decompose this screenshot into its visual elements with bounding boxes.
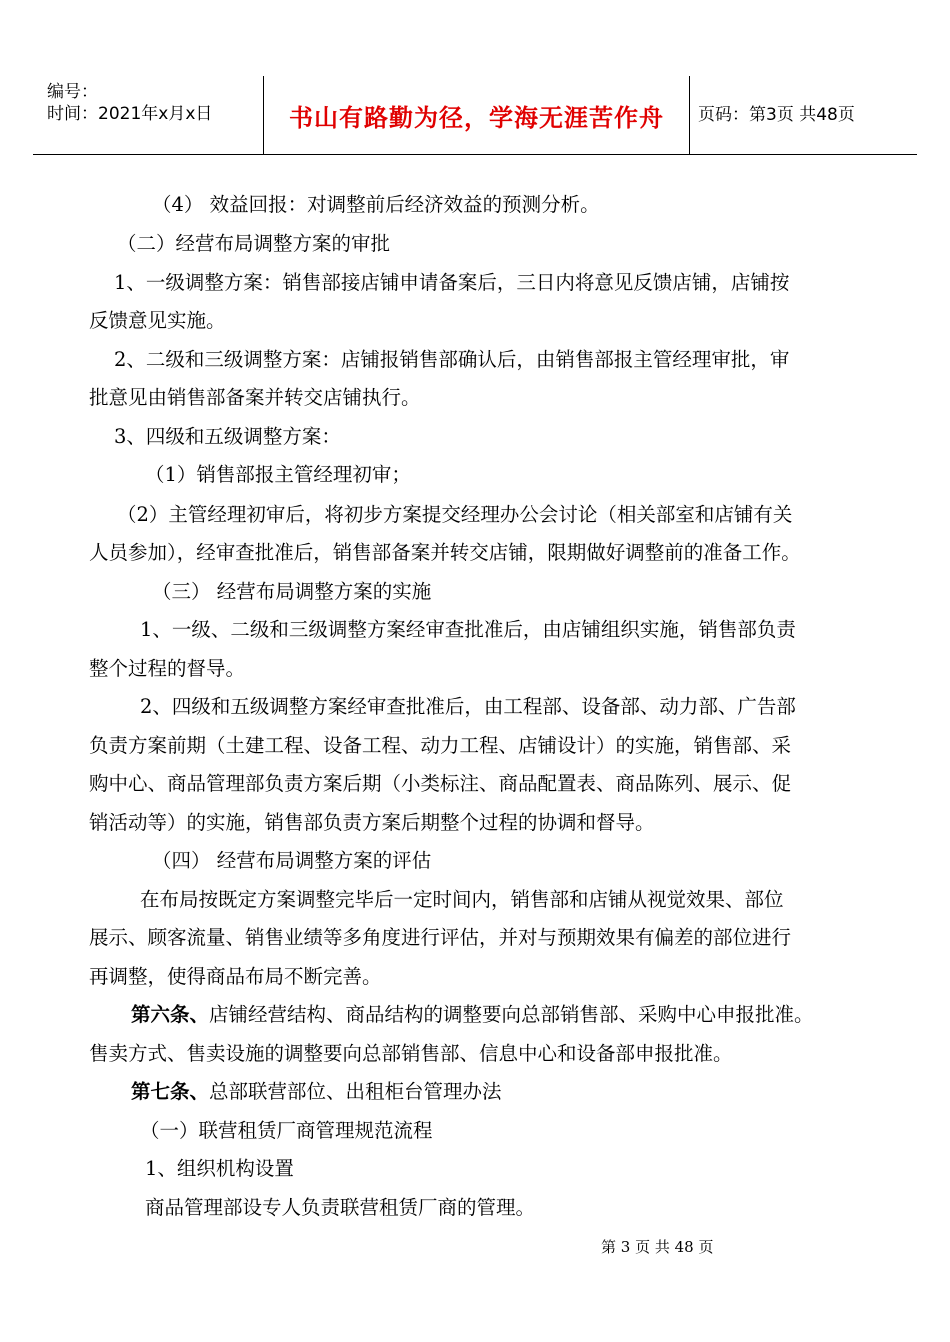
body-line: 1、一级调整方案：销售部接店铺申请备案后，三日内将意见反馈店铺，店铺按 [114, 271, 790, 294]
body-line: 反馈意见实施。 [89, 309, 226, 332]
header-motto-cell [264, 76, 690, 154]
body-line: 批意见由销售部备案并转交店铺执行。 [89, 386, 421, 409]
header-page-info: 页码：第3页 共48页 [698, 105, 855, 125]
article-line: 第六条、店铺经营结构、商品结构的调整要向总部销售部、采购中心申报批准。 [131, 1003, 814, 1026]
section-heading: （二）经营布局调整方案的审批 [117, 232, 391, 255]
body-line: 1、组织机构设置 [145, 1157, 294, 1180]
body-line: （4） 效益回报：对调整前后经济效益的预测分析。 [152, 193, 600, 216]
document-number-label: 编号： [47, 82, 98, 102]
body-line: 负责方案前期（土建工程、设备工程、动力工程、店铺设计）的实施，销售部、采 [89, 734, 792, 757]
body-line: 人员参加），经审查批准后，销售部备案并转交店铺，限期做好调整前的准备工作。 [89, 541, 801, 564]
article-label: 第七条、 [131, 1080, 210, 1103]
body-line: 在布局按既定方案调整完毕后一定时间内，销售部和店铺从视觉效果、部位 [140, 888, 784, 911]
body-line: 商品管理部设专人负责联营租赁厂商的管理。 [145, 1196, 536, 1219]
body-line: 2、四级和五级调整方案经审查批准后，由工程部、设备部、动力部、广告部 [140, 695, 796, 718]
article-line: 第七条、总部联营部位、出租柜台管理办法 [131, 1080, 502, 1103]
document-time-label: 时间：2021年x月x日 [47, 104, 213, 124]
header-motto: 书山有路勤为径，学海无涯苦作舟 [289, 103, 664, 132]
header-page-cell [690, 76, 925, 154]
page-header [33, 76, 917, 155]
article-label: 第六条、 [131, 1003, 210, 1026]
body-line: 2、二级和三级调整方案：店铺报销售部确认后，由销售部报主管经理审批，审 [114, 348, 790, 371]
body-line: 购中心、商品管理部负责方案后期（小类标注、商品配置表、商品陈列、展示、促 [89, 772, 792, 795]
body-line: 再调整，使得商品布局不断完善。 [89, 965, 382, 988]
section-heading: （四） 经营布局调整方案的评估 [152, 849, 432, 872]
body-line: 3、四级和五级调整方案： [114, 425, 341, 448]
body-line: 售卖方式、售卖设施的调整要向总部销售部、信息中心和设备部申报批准。 [89, 1042, 733, 1065]
body-line: 1、一级、二级和三级调整方案经审查批准后，由店铺组织实施，销售部负责 [140, 618, 796, 641]
body-line: 销活动等）的实施，销售部负责方案后期整个过程的协调和督导。 [89, 811, 655, 834]
section-heading: （三） 经营布局调整方案的实施 [152, 580, 432, 603]
body-line: （2）主管经理初审后，将初步方案提交经理办公会讨论（相关部室和店铺有关 [117, 503, 793, 526]
body-line: 展示、顾客流量、销售业绩等多角度进行评估，并对与预期效果有偏差的部位进行 [89, 926, 792, 949]
page-footer: 第 3 页 共 48 页 [601, 1238, 714, 1256]
section-heading: （一）联营租赁厂商管理规范流程 [140, 1119, 433, 1142]
header-meta [33, 76, 264, 154]
body-line: 整个过程的督导。 [89, 657, 246, 680]
body-line: （1）销售部报主管经理初审； [145, 463, 411, 486]
